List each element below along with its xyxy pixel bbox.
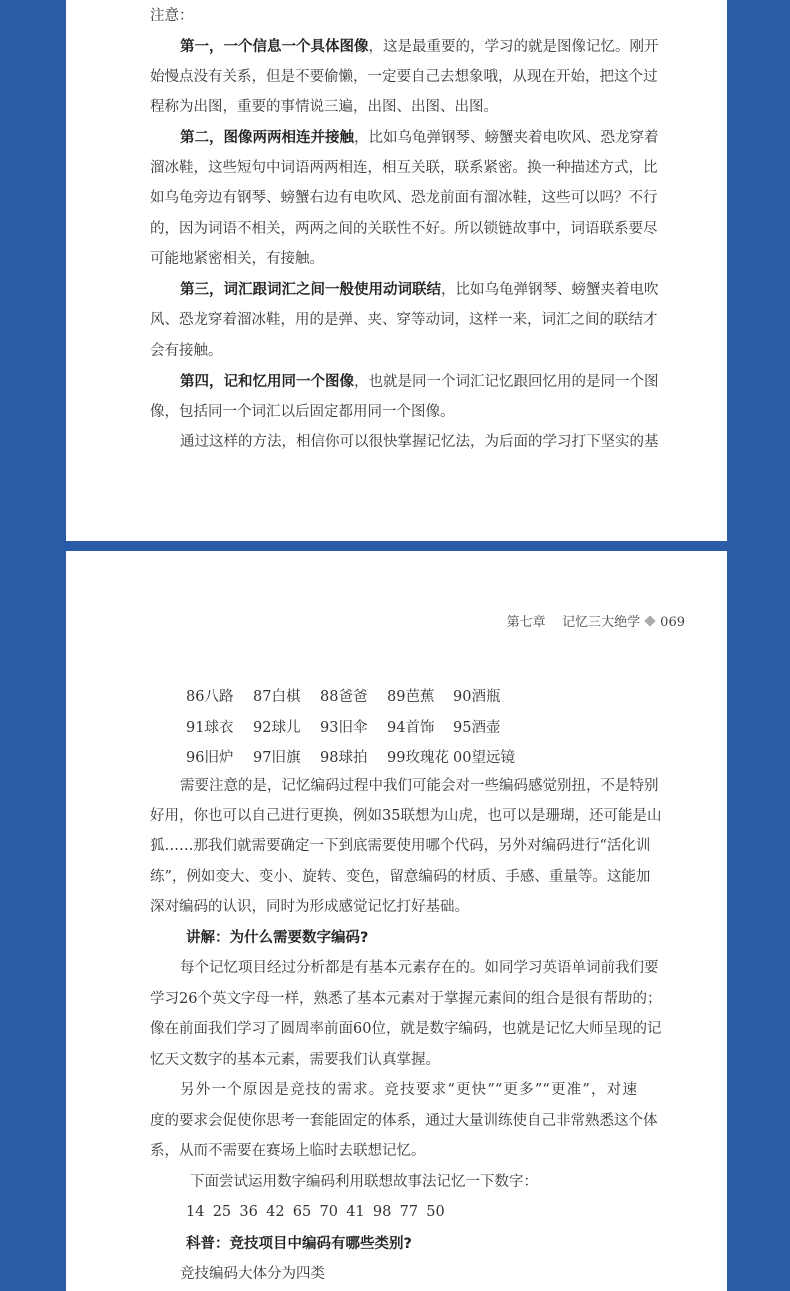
code-entry: 86八路: [186, 689, 234, 705]
number-item: 36: [239, 1204, 258, 1220]
number-item: 42: [266, 1204, 285, 1220]
section-heading: 讲解：为什么需要数字编码?: [186, 930, 369, 946]
text-line: 狐……那我们就需要确定一下到底需要使用哪个代码，另外对编码进行“活化训: [150, 838, 651, 854]
text-line: 像，包括同一个词汇以后固定都用同一个图像。: [150, 404, 455, 420]
number-item: 98: [372, 1204, 392, 1220]
number-item: 65: [292, 1204, 312, 1220]
bold-lead: 第二，图像两两相连并接触: [180, 130, 354, 146]
paragraph-first-line: [180, 38, 659, 56]
diamond-icon: [645, 615, 656, 626]
text-line: 忆天文数字的基本元素，需要我们认真掌握。: [150, 1052, 440, 1068]
paragraph-first-line: [180, 281, 659, 299]
text-line: 像在前面我们学习了圆周率前面60位，就是数字编码，也就是记忆大师呈现的记: [150, 1021, 662, 1037]
text-line: 学习26个英文字母一样，熟悉了基本元素对于掌握元素间的组合是很有帮助的；: [150, 991, 662, 1007]
code-entry: 88爸爸: [320, 689, 368, 705]
text-line: 竞技编码大体分为四类: [180, 1266, 325, 1282]
code-entry: 92球儿: [253, 719, 301, 736]
text-line: 注意：: [150, 8, 194, 24]
text-line: 溜冰鞋，这些短句中词语两两相连，相互关联，联系紧密。换一种描述方式，比: [150, 160, 658, 176]
running-header: [507, 611, 685, 630]
text: ，也就是同一个词汇记忆跟回忆用的是同一个图: [354, 374, 659, 390]
number-item: 77: [399, 1204, 419, 1220]
code-entry: 96旧炉: [186, 750, 234, 766]
paragraph-first-line: [180, 373, 659, 391]
number-item: 14: [186, 1204, 205, 1220]
number-item: 41: [346, 1204, 365, 1220]
text-line: 好用，你也可以自己进行更换，例如35联想为山虎，也可以是珊瑚，还可能是山: [150, 808, 662, 824]
number-item: 25: [212, 1204, 232, 1220]
bold-lead: 第三，词汇跟词汇之间一般使用动词联结: [180, 282, 441, 298]
text-line: 始慢点没有关系，但是不要偷懒，一定要自己去想象哦，从现在开始，把这个过: [150, 69, 658, 85]
code-entry: 91球衣: [186, 719, 234, 736]
code-entry: 00望远镜: [453, 750, 515, 766]
text: ，这是最重要的，学习的就是图像记忆。刚开: [368, 39, 659, 55]
text-line: 度的要求会促使你思考一套能固定的体系，通过大量训练使自己非常熟悉这个体: [150, 1113, 658, 1129]
text-line: 系，从而不需要在赛场上临时去联想记忆。: [150, 1143, 426, 1159]
text-line: 需要注意的是，记忆编码过程中我们可能会对一些编码感觉别扭，不是特别: [180, 778, 659, 794]
code-entry: 94首饰: [387, 719, 435, 736]
chapter-title: 记忆三大绝学: [562, 615, 641, 630]
code-entry: 95酒壶: [453, 719, 501, 736]
bold-lead: 第四，记和忆用同一个图像: [180, 374, 354, 390]
text-line: 深对编码的认识，同时为形成感觉记忆打好基础。: [150, 899, 469, 915]
text-line: 如乌龟旁边有钢琴、螃蟹右边有电吹风、恐龙前面有溜冰鞋，这些可以吗？不行: [150, 190, 658, 206]
text-line: 可能地紧密相关，有接触。: [150, 251, 324, 267]
number-item: 50: [426, 1204, 445, 1220]
text-line: 风、恐龙穿着溜冰鞋，用的是弹、夹、穿等动词，这样一来，词汇之间的联结才: [150, 312, 658, 328]
book-page-top: [66, 0, 727, 541]
number-item: 70: [319, 1204, 338, 1220]
code-entry: 99玫瑰花: [387, 750, 449, 766]
text: ，比如乌龟弹钢琴、螃蟹夹着电吹风、恐龙穿着: [354, 130, 659, 146]
book-page-bottom: [66, 551, 727, 1291]
code-entry: 89芭蕉: [387, 689, 435, 705]
text-line: 的，因为词语不相关，两两之间的关联性不好。所以锁链故事中，词语联系要尽: [150, 221, 658, 237]
chapter-label: 第七章: [506, 615, 546, 630]
section-heading: 科普：竞技项目中编码有哪些类别?: [186, 1236, 412, 1252]
code-entry: 97旧旗: [253, 750, 301, 766]
text-line: 另外一个原因是竞技的需求。竞技要求“更快”“更多”“更准”，对速: [180, 1082, 637, 1098]
text-line: 会有接触。: [150, 343, 223, 359]
bold-lead: 第一，一个信息一个具体图像: [180, 39, 369, 55]
text-line: 每个记忆项目经过分析都是有基本元素存在的。如同学习英语单词前我们要: [180, 960, 659, 976]
text-line: 下面尝试运用数字编码利用联想故事法记忆一下数字：: [190, 1174, 538, 1190]
page-number: 069: [660, 615, 685, 630]
text: ，比如乌龟弹钢琴、螃蟹夹着电吹: [441, 282, 659, 298]
paragraph-first-line: [180, 129, 659, 147]
text-line: 练”，例如变大、变小、旋转、变色，留意编码的材质、手感、重量等。这能加: [150, 869, 651, 885]
text-line: 通过这样的方法，相信你可以很快掌握记忆法，为后面的学习打下坚实的基: [180, 434, 659, 450]
code-entry: 98球拍: [320, 750, 368, 766]
code-entry: 93旧伞: [320, 719, 368, 736]
code-entry: 90酒瓶: [453, 689, 501, 705]
text-line: 程称为出图，重要的事情说三遍，出图、出图、出图。: [150, 99, 498, 115]
code-entry: 87白棋: [253, 689, 301, 705]
